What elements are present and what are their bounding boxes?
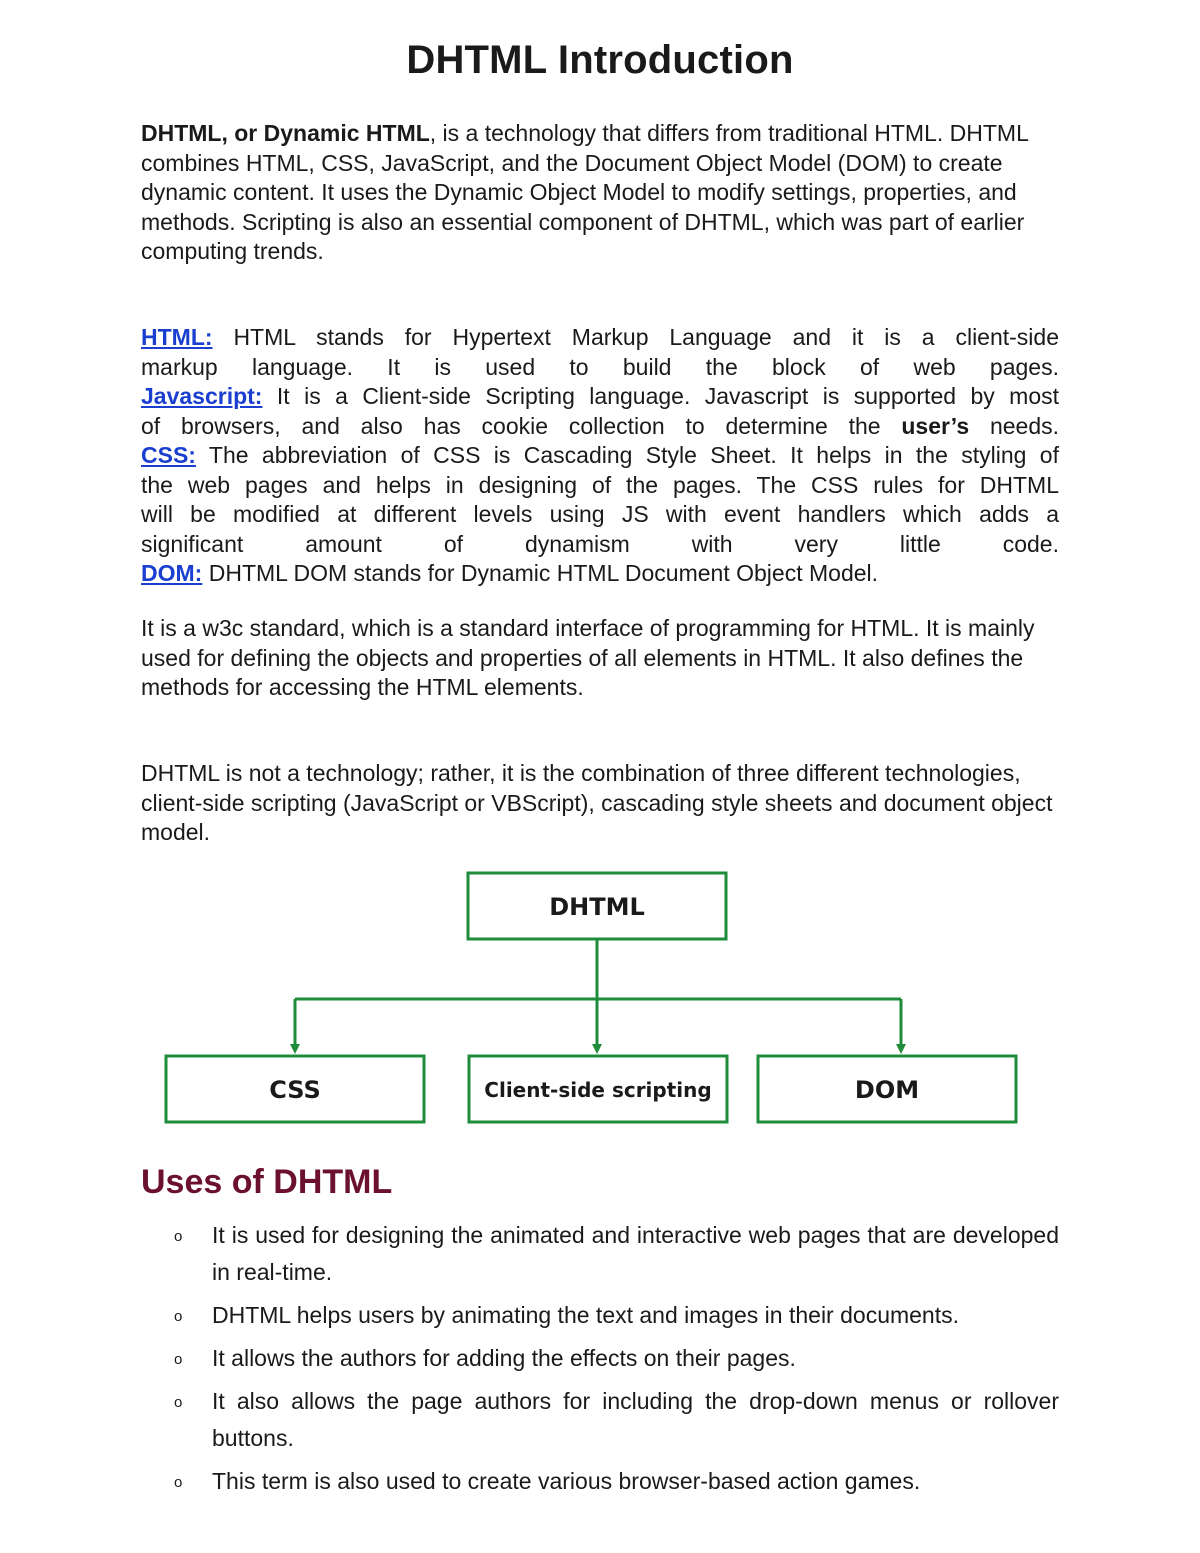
def-css-line-3: will be modified at different levels using JS with event handlers which adds a bbox=[141, 501, 1059, 527]
def-css-line-2: the web pages and helps in designing of the pages. The CSS rules for DHTML bbox=[141, 471, 1059, 498]
intro-bold-lead: DHTML, or Dynamic HTML bbox=[141, 120, 430, 146]
uses-list bbox=[141, 1217, 1059, 1506]
def-html-line-2: markup language. It is used to build the block of web pages. bbox=[141, 353, 1059, 380]
def-js-line-1: Javascript: It is a Client-side Scripting language. Javascript is supported by most bbox=[141, 383, 1059, 409]
intro-text: , is a technology that differs from traditional HTML. DHTML combines HTML, CSS, JavaScript, and the Document Object Model (DOM) to create dynamic content. It uses the Dynamic Object Model to modify settings, properties, and methods. Scripting is also an essential component of DHTML, which was part of earlier computing trends. bbox=[141, 120, 1029, 264]
diagram-root-label: DHTML bbox=[549, 893, 645, 921]
bullet-icon: o bbox=[174, 1228, 183, 1245]
bullet-icon: o bbox=[174, 1308, 183, 1325]
term-dom-link[interactable]: DOM: bbox=[141, 560, 203, 586]
term-html-link[interactable]: HTML: bbox=[141, 324, 213, 350]
diagram-scripting-label: Client-side scripting bbox=[484, 1078, 712, 1102]
uses-heading: Uses of DHTML bbox=[141, 1163, 393, 1201]
users-bold: user’s bbox=[901, 412, 970, 439]
list-item: o It also allows the page authors for including the drop-down menus or rollover buttons. bbox=[141, 1383, 1059, 1457]
bullet-icon: o bbox=[174, 1474, 183, 1491]
bullet-icon: o bbox=[174, 1394, 183, 1411]
not-technology-paragraph: DHTML is not a technology; rather, it is the combination of three different technologies, client-side scripting (JavaScript or VBScript), cascading style sheets and document object model. bbox=[141, 760, 1053, 845]
dhtml-diagram bbox=[160, 866, 1030, 1131]
list-item: o DHTML helps users by animating the text and images in their documents. bbox=[141, 1297, 1059, 1334]
list-item: o It allows the authors for adding the effects on their pages. bbox=[141, 1340, 1059, 1377]
term-javascript-link[interactable]: Javascript: bbox=[141, 383, 263, 409]
list-item: o This term is also used to create various browser-based action games. bbox=[141, 1463, 1059, 1500]
def-js-line-2: of browsers, and also has cookie collection to determine the user’s needs. bbox=[141, 412, 1060, 439]
bullet-icon: o bbox=[174, 1351, 183, 1368]
def-css-line-1: CSS: The abbreviation of CSS is Cascading Style Sheet. It helps in the styling of bbox=[141, 442, 1059, 468]
def-dom-line-1: DOM: DHTML DOM stands for Dynamic HTML Document Object Model. bbox=[141, 560, 879, 586]
intro-paragraph bbox=[141, 119, 1059, 267]
diagram-dom-label: DOM bbox=[854, 1076, 920, 1104]
term-css-link[interactable]: CSS: bbox=[141, 442, 196, 468]
def-css-line-4: significant amount of dynamism with very little code. bbox=[141, 530, 1059, 557]
definitions-paragraph bbox=[141, 323, 1059, 589]
def-html-line-1: HTML: HTML stands for Hypertext Markup Language and it is a client-side bbox=[141, 324, 1059, 350]
diagram-css-label: CSS bbox=[269, 1076, 321, 1104]
w3c-paragraph: It is a w3c standard, which is a standard interface of programming for HTML. It is mainly used for defining the objects and properties of all elements in HTML. It also defines the methods for accessing the HTML elements. bbox=[141, 615, 1035, 700]
page-title: DHTML Introduction bbox=[406, 38, 794, 82]
list-item: o It is used for designing the animated and interactive web pages that are developed in real-time. bbox=[141, 1217, 1059, 1291]
